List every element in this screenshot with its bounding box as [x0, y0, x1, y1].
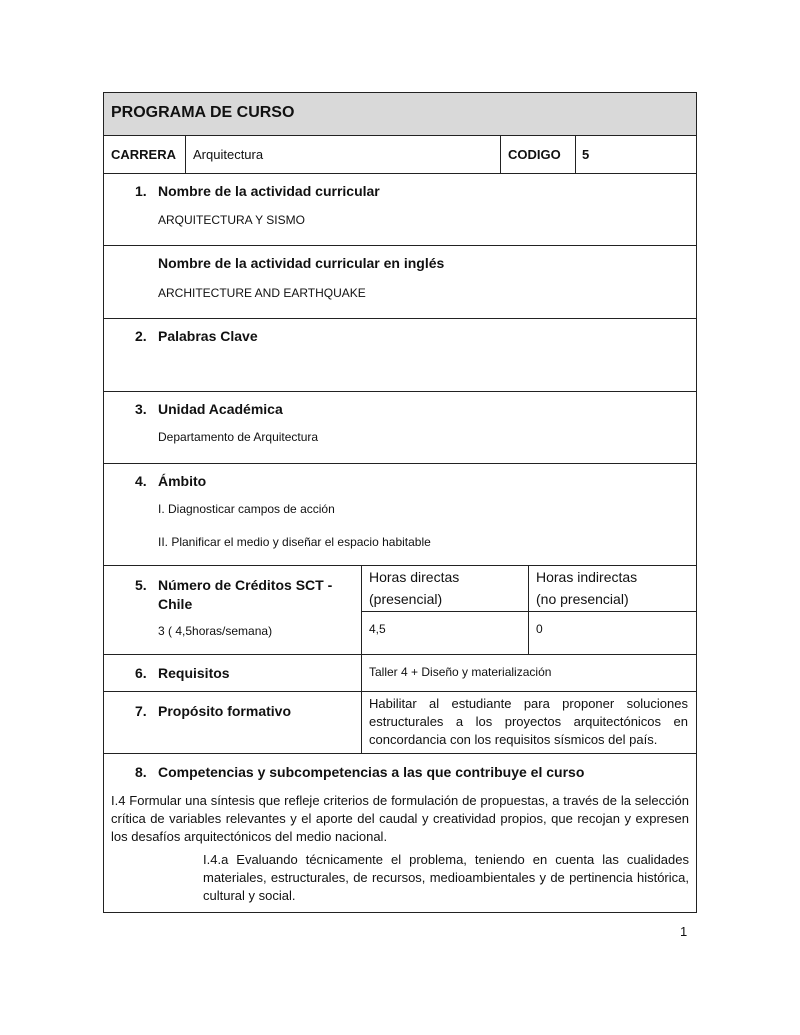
section-title: Competencias y subcompetencias a las que contribuye el curso [158, 764, 585, 780]
page-number: 1 [680, 924, 688, 939]
section-title: Requisitos [158, 665, 230, 681]
section-3 [104, 392, 696, 464]
page-title: PROGRAMA DE CURSO [111, 104, 295, 121]
indirect-hours-label-2: (no presencial) [536, 591, 629, 607]
section-2 [104, 319, 696, 392]
section-title: Unidad Académica [158, 401, 283, 417]
section-value: Habilitar al estudiante para proponer soluciones estructurales a los proyectos arquitectónicos en concordancia con los requisitos sísmicos del país. [369, 696, 688, 747]
direct-hours-value: 4,5 [369, 622, 386, 636]
section-title: Ámbito [158, 473, 207, 489]
section-value: Departamento de Arquitectura [158, 430, 319, 444]
career-value: Arquitectura [193, 147, 264, 162]
subcompetence-text: I.4.a Evaluando técnicamente el problema, teniendo en cuenta las cualidades materiales, estructurales, de recursos, medioambientales y de pertinencia histórica, cultural y social. [203, 852, 689, 903]
section-title: Palabras Clave [158, 328, 258, 344]
section-title-line-2: Chile [158, 596, 193, 612]
section-title: Nombre de la actividad curricular en inglés [158, 255, 445, 271]
section-number: 2. [135, 328, 147, 344]
section-8 [104, 754, 696, 912]
direct-hours-label-2: (presencial) [369, 591, 443, 607]
direct-hours-label-1: Horas directas [369, 569, 460, 585]
list-item: II. Planificar el medio y diseñar el espacio habitable [158, 535, 431, 549]
section-7 [104, 692, 696, 754]
section-title: Propósito formativo [158, 703, 292, 719]
section-value: 3 ( 4,5horas/semana) [158, 624, 273, 638]
indirect-hours-value: 0 [536, 622, 543, 636]
section-5 [104, 566, 696, 655]
competence-text: I.4 Formular una síntesis que refleje criterios de formulación de propuestas, a través de la selección crítica de variables relevantes y el aporte del caudal y creatividad propios, que recojan y expresen los desafíos arquitectónicos del medio nacional. [111, 793, 689, 844]
career-label: CARRERA [111, 147, 176, 162]
course-program-table [103, 92, 697, 913]
list-item: I. Diagnosticar campos de acción [158, 502, 335, 516]
header-row [104, 93, 696, 136]
section-value: ARQUITECTURA Y SISMO [158, 213, 305, 227]
section-number: 8. [135, 764, 147, 780]
code-label: CODIGO [508, 147, 561, 162]
section-value: ARCHITECTURE AND EARTHQUAKE [158, 286, 366, 300]
section-number: 5. [135, 577, 147, 593]
section-6 [104, 655, 696, 692]
section-1 [104, 174, 696, 246]
section-number: 1. [135, 183, 147, 199]
code-value: 5 [582, 147, 590, 162]
section-number: 4. [135, 473, 147, 489]
section-value: Taller 4 + Diseño y materialización [369, 665, 552, 679]
section-1-english [104, 246, 696, 319]
section-4 [104, 464, 696, 566]
career-row [104, 136, 696, 174]
section-title-line-1: Número de Créditos SCT - [158, 577, 333, 593]
section-title: Nombre de la actividad curricular [158, 183, 380, 199]
indirect-hours-label-1: Horas indirectas [536, 569, 638, 585]
section-number: 3. [135, 401, 147, 417]
section-number: 7. [135, 703, 147, 719]
section-number: 6. [135, 665, 147, 681]
